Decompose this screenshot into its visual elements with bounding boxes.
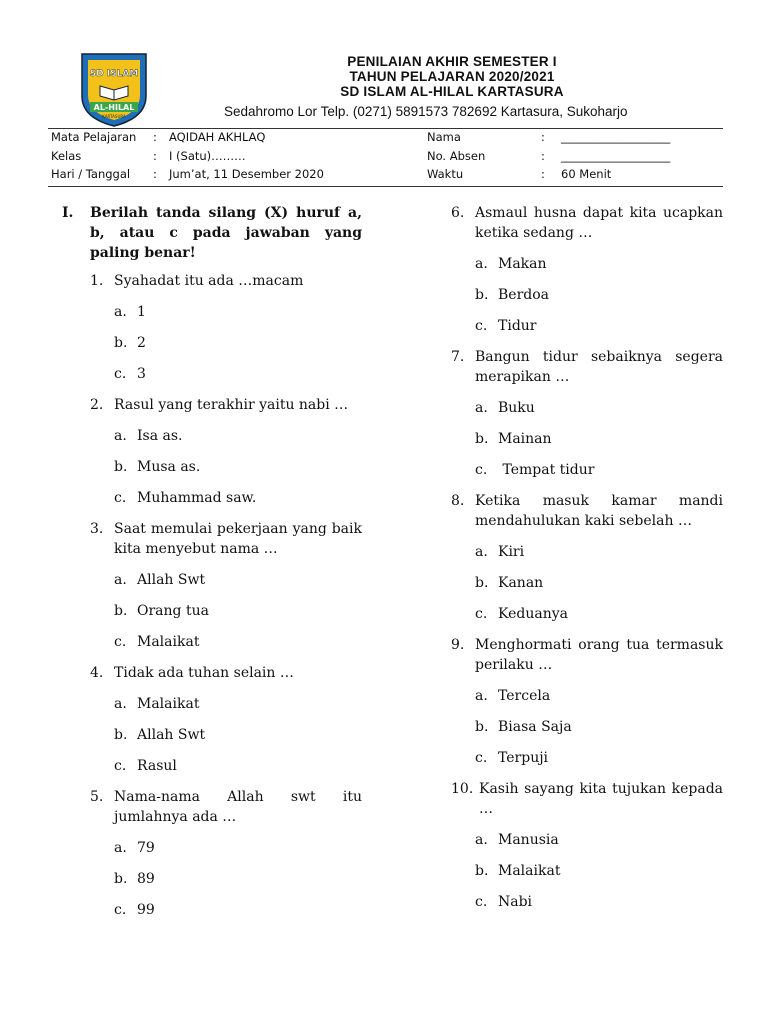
info-label: Nama: [427, 130, 461, 144]
option-letter: b.: [114, 459, 128, 475]
question-number: 10.: [451, 781, 474, 797]
option: [451, 429, 723, 449]
option-text: Mainan: [498, 431, 552, 447]
section-instruction: [62, 203, 362, 263]
info-row: [51, 167, 721, 186]
option: [62, 457, 362, 477]
info-sep: :: [153, 130, 157, 144]
logo-top-text: SD ISLAM: [89, 69, 139, 79]
option-text: Buku: [498, 400, 535, 416]
option: [62, 302, 362, 322]
option-letter: c.: [475, 894, 488, 910]
question-5: [62, 787, 362, 920]
option-letter: c.: [114, 366, 127, 382]
option: [451, 861, 723, 881]
option-letter: a.: [114, 840, 127, 856]
question-6: [451, 203, 723, 336]
option-text: Malaikat: [137, 696, 200, 712]
section-number: I.: [62, 205, 74, 221]
info-label: Mata Pelajaran: [51, 130, 137, 144]
option-text: 79: [137, 840, 155, 856]
option-text: Isa as.: [137, 428, 183, 444]
option-text: Terpuji: [498, 750, 549, 766]
option-text: Kiri: [498, 544, 525, 560]
question-number: 3.: [90, 521, 104, 537]
option: [62, 426, 362, 446]
info-value: Jum’at, 11 Desember 2020: [169, 167, 324, 181]
question-number: 8.: [451, 493, 465, 509]
option: [451, 830, 723, 850]
option-letter: a.: [114, 304, 127, 320]
info-divider: [48, 186, 723, 187]
option-letter: a.: [475, 544, 488, 560]
question-text: Rasul yang terakhir yaitu nabi …: [114, 397, 349, 413]
option: [62, 900, 362, 920]
option-letter: a.: [475, 400, 488, 416]
option: [62, 488, 362, 508]
school-logo: [78, 52, 150, 128]
info-sep: :: [153, 148, 157, 163]
question-number: 5.: [90, 789, 104, 805]
option-letter: c.: [114, 490, 127, 506]
school-address: Sedahromo Lor Telp. (0271) 5891573 782692 Kartasura, Sukoharjo: [224, 104, 628, 119]
question-text: Asmaul husna dapat kita ucapkan ketika sedang …: [475, 205, 723, 241]
info-row: [51, 130, 721, 149]
option-letter: c.: [475, 750, 488, 766]
question-text: Syahadat itu ada …macam: [114, 273, 304, 289]
option: [451, 460, 723, 480]
option-letter: b.: [475, 575, 489, 591]
option: [451, 892, 723, 912]
option-text: 3: [137, 366, 146, 382]
option: [451, 316, 723, 336]
option: [451, 748, 723, 768]
logo-bottom-text: AL-HILAL: [93, 103, 135, 112]
instruction-text: Berilah tanda silang (X) huruf a, b, atau c pada jawaban yang paling benar!: [90, 205, 362, 261]
option-text: 1: [137, 304, 146, 320]
document-header: [222, 54, 682, 119]
option-text: Muhammad saw.: [137, 490, 257, 506]
header-divider: [48, 128, 723, 129]
exam-info: [51, 130, 721, 186]
question-text: Bangun tidur sebaiknya segera merapikan …: [475, 349, 723, 385]
question-text: Ketika masuk kamar mandi mendahulukan kaki sebelah …: [475, 493, 723, 529]
question-10: [451, 779, 723, 912]
info-row: [51, 149, 721, 168]
question-text: Menghormati orang tua termasuk perilaku …: [475, 637, 723, 673]
info-sep: :: [541, 167, 545, 181]
option-letter: a.: [475, 256, 488, 272]
option: [62, 632, 362, 652]
info-sep: :: [541, 130, 545, 144]
logo-motto: KARTASURA: [102, 114, 126, 119]
question-text: Saat memulai pekerjaan yang baik kita menyebut nama …: [114, 521, 362, 557]
question-number: 1.: [90, 273, 104, 289]
question-8: [451, 491, 723, 624]
question-text: Tidak ada tuhan selain …: [114, 665, 294, 681]
option: [62, 756, 362, 776]
header-title-2: TAHUN PELAJARAN 2020/2021: [349, 69, 555, 84]
option-letter: b.: [475, 287, 489, 303]
question-4: [62, 663, 362, 776]
option-text: Musa as.: [137, 459, 201, 475]
question-9: [451, 635, 723, 768]
right-column: [451, 203, 723, 923]
option: [451, 542, 723, 562]
option-letter: c.: [114, 634, 127, 650]
info-label: Kelas: [51, 148, 82, 163]
option-text: Kanan: [498, 575, 544, 591]
info-value: AQIDAH AKHLAQ: [169, 130, 266, 144]
option-letter: b.: [475, 431, 489, 447]
option-text: Rasul: [137, 758, 177, 774]
option: [451, 604, 723, 624]
question-text: Nama-nama Allah swt itu jumlahnya ada …: [114, 789, 362, 825]
header-title-1: PENILAIAN AKHIR SEMESTER I: [347, 54, 557, 69]
option-text: Keduanya: [498, 606, 568, 622]
info-value: 60 Menit: [561, 167, 612, 181]
question-7: [451, 347, 723, 480]
option: [451, 573, 723, 593]
header-title-3: SD ISLAM AL-HILAL KARTASURA: [340, 84, 564, 99]
option-letter: a.: [114, 572, 127, 588]
option-text: Manusia: [498, 832, 559, 848]
option-text: Nabi: [498, 894, 533, 910]
option: [62, 570, 362, 590]
option-letter: a.: [475, 688, 488, 704]
option-letter: c.: [475, 462, 488, 478]
info-label: Hari / Tanggal: [51, 167, 131, 181]
info-label: Waktu: [427, 167, 464, 181]
option-letter: b.: [114, 335, 128, 351]
option-text: Malaikat: [498, 863, 561, 879]
option-text: Tercela: [498, 688, 551, 704]
question-number: 7.: [451, 349, 465, 365]
option: [62, 869, 362, 889]
option-text: Orang tua: [137, 603, 209, 619]
question-number: 6.: [451, 205, 465, 221]
option: [451, 254, 723, 274]
option-letter: c.: [114, 902, 127, 918]
option-text: Allah Swt: [137, 572, 206, 588]
left-column: [62, 203, 362, 931]
option-letter: b.: [114, 871, 128, 887]
option-letter: b.: [475, 863, 489, 879]
info-value: I (Satu)………: [169, 148, 246, 163]
option-text: 89: [137, 871, 155, 887]
question-number: 4.: [90, 665, 104, 681]
option-text: Makan: [498, 256, 547, 272]
option-letter: a.: [114, 428, 127, 444]
option-letter: b.: [114, 603, 128, 619]
option: [62, 364, 362, 384]
option: [62, 725, 362, 745]
info-sep: :: [541, 148, 545, 163]
option-letter: c.: [114, 758, 127, 774]
name-blank: ___________________: [561, 130, 671, 144]
option: [62, 838, 362, 858]
option: [62, 333, 362, 353]
option-text: Tempat tidur: [498, 462, 595, 478]
question-3: [62, 519, 362, 652]
question-number: 2.: [90, 397, 104, 413]
option: [62, 601, 362, 621]
option-letter: a.: [114, 696, 127, 712]
option-text: Malaikat: [137, 634, 200, 650]
question-1: [62, 271, 362, 384]
option-letter: c.: [475, 318, 488, 334]
option-letter: b.: [114, 727, 128, 743]
option-letter: a.: [475, 832, 488, 848]
option-text: Tidur: [498, 318, 537, 334]
option: [451, 398, 723, 418]
question-2: [62, 395, 362, 508]
question-text: Kasih sayang kita tujukan kepada …: [479, 781, 723, 817]
option: [62, 694, 362, 714]
option: [451, 686, 723, 706]
option-text: Biasa Saja: [498, 719, 572, 735]
option-text: Berdoa: [498, 287, 550, 303]
option-text: 99: [137, 902, 155, 918]
option-letter: c.: [475, 606, 488, 622]
question-number: 9.: [451, 637, 465, 653]
info-sep: :: [153, 167, 157, 181]
absen-blank: ___________________: [561, 148, 671, 163]
info-label: No. Absen: [427, 148, 486, 163]
option: [451, 285, 723, 305]
option-letter: b.: [475, 719, 489, 735]
option-text: 2: [137, 335, 146, 351]
option-text: Allah Swt: [137, 727, 206, 743]
option: [451, 717, 723, 737]
